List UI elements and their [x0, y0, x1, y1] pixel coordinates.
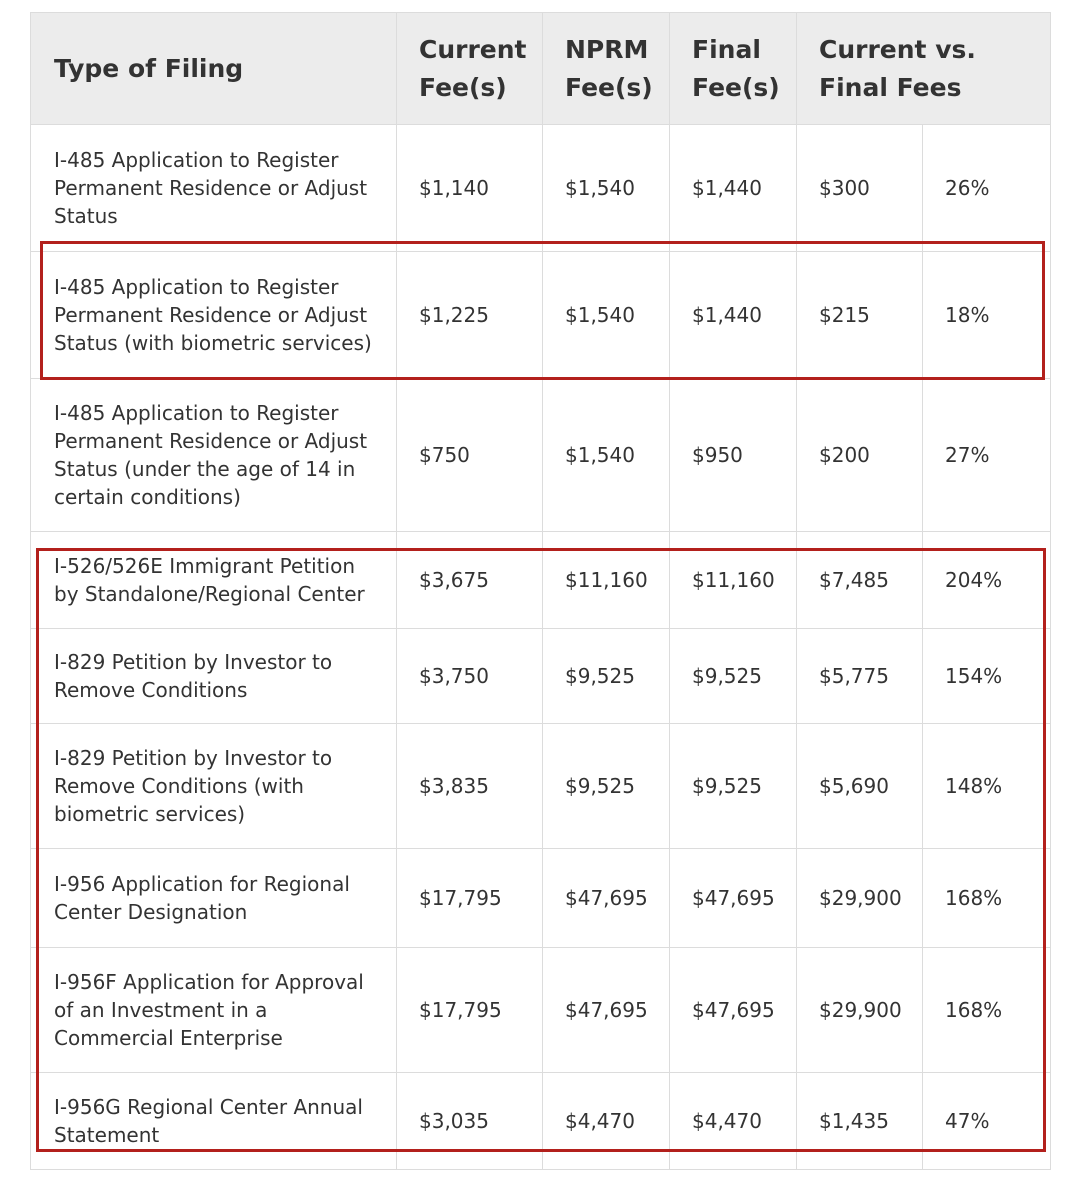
percent-change-cell: 168%	[923, 849, 1051, 948]
final-fee-cell: $9,525	[670, 724, 797, 849]
header-current-fees: Current Fee(s)	[397, 13, 543, 125]
final-fee-cell: $1,440	[670, 125, 797, 252]
table-row	[31, 849, 1051, 948]
table-row	[31, 724, 1051, 849]
percent-change-cell: 168%	[923, 948, 1051, 1073]
table-row	[31, 1073, 1051, 1170]
table-row	[31, 948, 1051, 1073]
nprm-fee-cell: $1,540	[543, 252, 670, 379]
final-fee-cell: $9,525	[670, 629, 797, 724]
percent-change-cell: 154%	[923, 629, 1051, 724]
nprm-fee-cell: $4,470	[543, 1073, 670, 1170]
nprm-fee-cell: $11,160	[543, 532, 670, 629]
fee-table-container	[30, 12, 1050, 1170]
current-fee-cell: $17,795	[397, 948, 543, 1073]
filing-type-cell: I-956G Regional Center Annual Statement	[31, 1073, 397, 1170]
header-final-fees: Final Fee(s)	[670, 13, 797, 125]
filing-type-cell: I-829 Petition by Investor to Remove Conditions	[31, 629, 397, 724]
table-row	[31, 252, 1051, 379]
final-fee-cell: $47,695	[670, 849, 797, 948]
fee-difference-cell: $29,900	[797, 948, 923, 1073]
fee-difference-cell: $200	[797, 379, 923, 532]
final-fee-cell: $4,470	[670, 1073, 797, 1170]
filing-type-cell: I-829 Petition by Investor to Remove Conditions (with biometric services)	[31, 724, 397, 849]
nprm-fee-cell: $1,540	[543, 125, 670, 252]
fee-difference-cell: $5,690	[797, 724, 923, 849]
filing-type-cell: I-956 Application for Regional Center Designation	[31, 849, 397, 948]
current-fee-cell: $1,140	[397, 125, 543, 252]
header-type-of-filing: Type of Filing	[31, 13, 397, 125]
filing-type-cell: I-485 Application to Register Permanent Residence or Adjust Status (under the age of 14 in certain conditions)	[31, 379, 397, 532]
final-fee-cell: $950	[670, 379, 797, 532]
filing-type-cell: I-485 Application to Register Permanent Residence or Adjust Status (with biometric services)	[31, 252, 397, 379]
nprm-fee-cell: $9,525	[543, 629, 670, 724]
fee-difference-cell: $215	[797, 252, 923, 379]
filing-type-cell: I-526/526E Immigrant Petition by Standalone/Regional Center	[31, 532, 397, 629]
current-fee-cell: $1,225	[397, 252, 543, 379]
current-fee-cell: $17,795	[397, 849, 543, 948]
nprm-fee-cell: $9,525	[543, 724, 670, 849]
table-row	[31, 379, 1051, 532]
final-fee-cell: $47,695	[670, 948, 797, 1073]
filing-type-cell: I-485 Application to Register Permanent Residence or Adjust Status	[31, 125, 397, 252]
fee-difference-cell: $300	[797, 125, 923, 252]
nprm-fee-cell: $47,695	[543, 849, 670, 948]
percent-change-cell: 26%	[923, 125, 1051, 252]
percent-change-cell: 47%	[923, 1073, 1051, 1170]
final-fee-cell: $11,160	[670, 532, 797, 629]
fee-difference-cell: $7,485	[797, 532, 923, 629]
current-fee-cell: $3,675	[397, 532, 543, 629]
table-row	[31, 125, 1051, 252]
table-row	[31, 532, 1051, 629]
current-fee-cell: $3,035	[397, 1073, 543, 1170]
percent-change-cell: 204%	[923, 532, 1051, 629]
fee-comparison-table	[30, 12, 1051, 1170]
nprm-fee-cell: $1,540	[543, 379, 670, 532]
current-fee-cell: $3,750	[397, 629, 543, 724]
percent-change-cell: 18%	[923, 252, 1051, 379]
nprm-fee-cell: $47,695	[543, 948, 670, 1073]
fee-difference-cell: $29,900	[797, 849, 923, 948]
final-fee-cell: $1,440	[670, 252, 797, 379]
fee-difference-cell: $5,775	[797, 629, 923, 724]
filing-type-cell: I-956F Application for Approval of an Investment in a Commercial Enterprise	[31, 948, 397, 1073]
fee-difference-cell: $1,435	[797, 1073, 923, 1170]
table-header-row	[31, 13, 1051, 125]
current-fee-cell: $750	[397, 379, 543, 532]
percent-change-cell: 148%	[923, 724, 1051, 849]
current-fee-cell: $3,835	[397, 724, 543, 849]
header-current-vs-final: Current vs. Final Fees	[797, 13, 1051, 125]
percent-change-cell: 27%	[923, 379, 1051, 532]
header-nprm-fees: NPRM Fee(s)	[543, 13, 670, 125]
table-row	[31, 629, 1051, 724]
